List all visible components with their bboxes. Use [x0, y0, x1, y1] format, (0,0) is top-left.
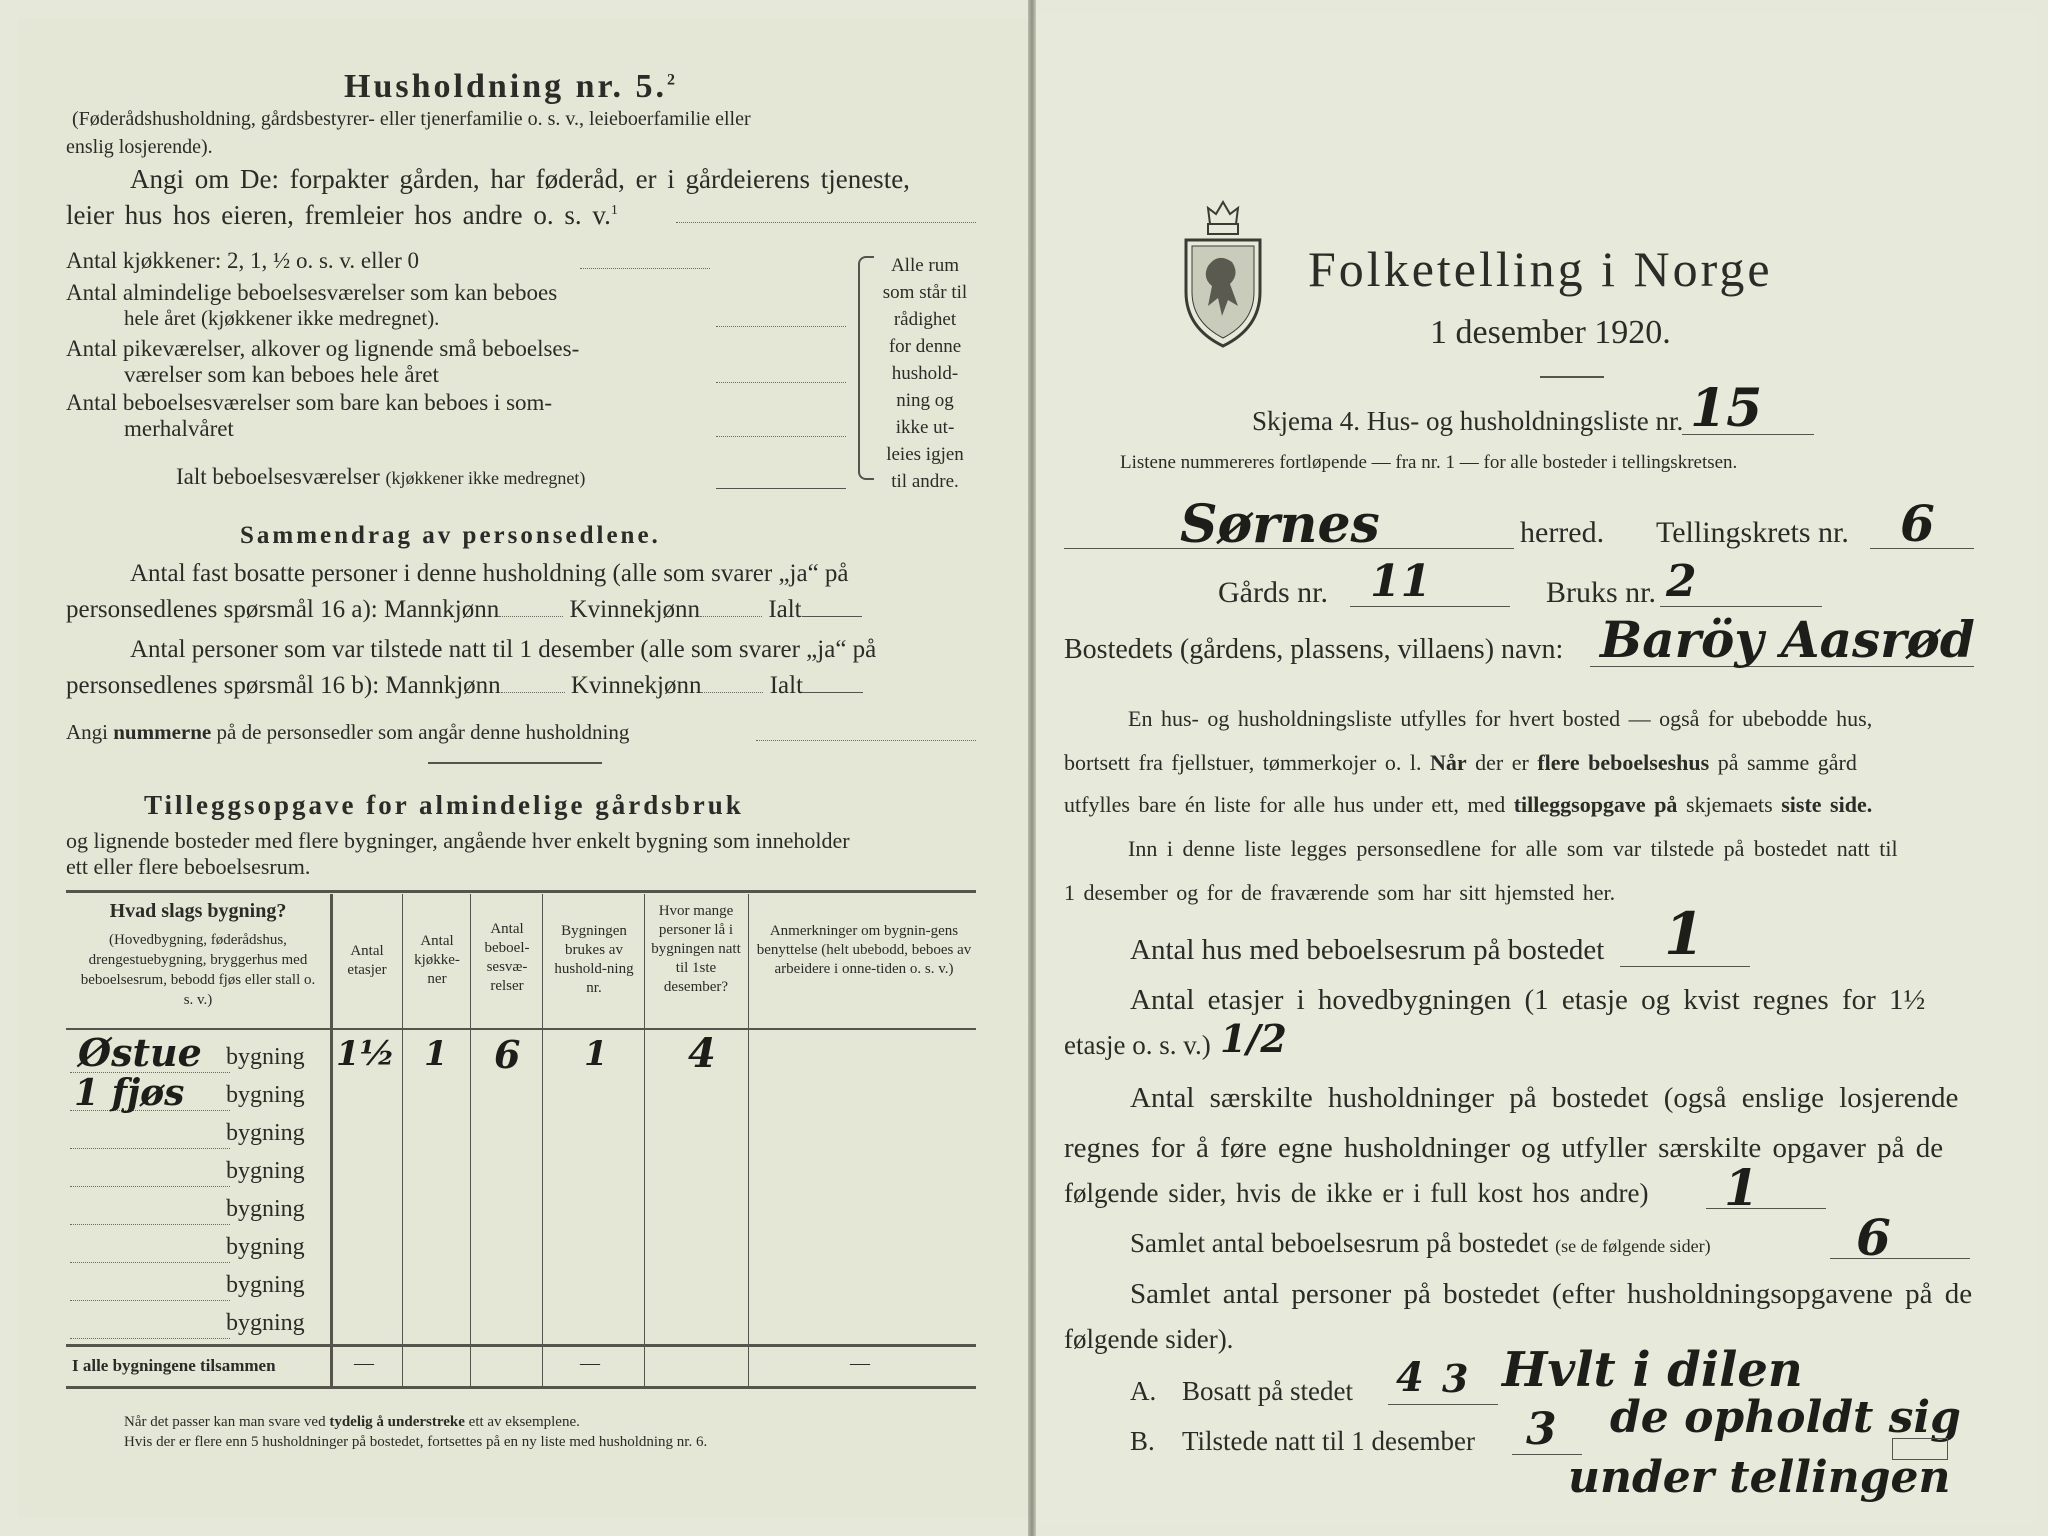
rooms-kitchens-line [580, 268, 710, 269]
info-3: utfylles bare én liste for alle hus under ett, med tilleggsopgave på skjemaets siste side. [1064, 792, 1873, 817]
table-col-sep [748, 894, 749, 1388]
row-rule [70, 1262, 230, 1263]
resident-letter: A. [1130, 1376, 1157, 1406]
row-1-household: 1 [584, 1034, 608, 1074]
table-col-sep [470, 894, 471, 1388]
rooms-maids-1: Antal pikeværelser, alkover og lignende små beboelses- [66, 336, 580, 361]
resident-value-2: 3 [1442, 1356, 1469, 1401]
floors-value: 1/2 [1220, 1016, 1287, 1061]
form-title: Folketelling i Norge [1308, 241, 1773, 297]
coat-of-arms-icon [1178, 196, 1268, 352]
present-value: 3 [1526, 1404, 1557, 1455]
present-label: Tilstede natt til 1 desember [1182, 1426, 1475, 1456]
bruks-label: Bruks nr. [1546, 576, 1657, 609]
summary-present-1: Antal personer som var tilstede natt til 1 desember (alle som svarer „ja“ på [130, 636, 877, 663]
left-page [18, 18, 1030, 1518]
th-building-type: Hvad slags bygning? [109, 900, 287, 922]
page-fold [1028, 0, 1036, 1536]
total-rooms-value: 6 [1856, 1208, 1891, 1267]
household-intro-1: (Føderådshusholdning, gårdsbestyrer- eller tjenerfamilie o. s. v., leieboerfamilie eller [72, 108, 751, 130]
rooms-ordinary-1: Antal almindelige beboelsesværelser som kan beboes [66, 280, 558, 305]
footnote-2: Hvis der er flere enn 5 husholdninger på bostedet, fortsettes på en ny liste med husholdning nr. 6. [124, 1434, 708, 1450]
summary-heading: Sammendrag av personsedlene. [240, 522, 661, 549]
angi-line-2: leier hus hos eieren, fremleier hos andre o. s. v.$^1$ [66, 200, 618, 230]
info-5: 1 desember og for de fraværende som har sitt hjemsted her. [1064, 880, 1616, 905]
table-row [226, 1158, 305, 1185]
th-rooms: Antal beboel-sesvæ-relser [484, 921, 530, 994]
row-1-building-name: Østue [78, 1030, 202, 1075]
table-row [226, 1196, 305, 1223]
row-label: bygning [226, 1044, 305, 1070]
note-line-3: under tellingen [1568, 1452, 1951, 1503]
total-household-dash: — [580, 1352, 600, 1374]
bosted-label: Bostedets (gårdens, plassens, villaens) navn: [1064, 634, 1564, 665]
title-rule [1540, 376, 1604, 378]
summary-present-2: personsedlenes spørsmål 16 b): Mannkjønn Kvinnekjønn Ialt [66, 672, 863, 700]
table-row [226, 1234, 305, 1261]
angi-line-1: Angi om De: forpakter gården, har føderåd, er i gårdeierens tjeneste, [130, 164, 910, 194]
table-sum-rule-top [66, 1344, 976, 1347]
table-bottom-rule [66, 1386, 976, 1389]
gards-label: Gårds nr. [1218, 576, 1328, 609]
row-rule [70, 1186, 230, 1187]
th-persons: Hvor mange personer lå i bygningen natt til 1ste desember? [651, 903, 741, 995]
table-row [226, 1082, 305, 1109]
side-note: Alle rum som står til rådighet for denne hushold- ning og ikke ut- leies igjen til andre. [882, 255, 968, 492]
table-total-label: I alle bygningene tilsammen [72, 1356, 276, 1375]
present-letter: B. [1130, 1426, 1155, 1456]
table-row [226, 1120, 305, 1147]
row-1-persons: 4 [688, 1030, 716, 1077]
rooms-summer-1: Antal beboelsesværelser som bare kan beboes i som- [66, 390, 553, 415]
total-floors-dash: — [354, 1352, 374, 1374]
row-label: bygning [226, 1234, 305, 1260]
row-label: bygning [226, 1082, 305, 1108]
row-rule [70, 1224, 230, 1225]
th-kitchens: Antal kjøkke-ner [414, 933, 460, 987]
summary-numbers: Angi nummerne på de personsedler som angår denne husholdning [66, 720, 630, 744]
info-1: En hus- og husholdningsliste utfylles for hvert bosted — også for ubebodde hus, [1128, 706, 1873, 731]
row-label: bygning [226, 1272, 305, 1298]
row-1-rooms: 6 [494, 1032, 521, 1077]
row-1-kitchens: 1 [424, 1034, 448, 1074]
table-col-sep [330, 894, 333, 1388]
info-4: Inn i denne liste legges personsedlene for alle som var tilstede på bostedet natt til [1128, 836, 1898, 861]
table-col-sep [644, 894, 645, 1388]
tellingskrets-label: Tellingskrets nr. [1656, 516, 1849, 549]
rooms-maids-line [716, 382, 846, 383]
resident-label: Bosatt på stedet [1182, 1376, 1353, 1406]
row-1-floors: 1½ [336, 1034, 396, 1074]
supplement-text-1: og lignende bosteder med flere bygninger, angående hver enkelt bygning som inneholder [66, 828, 850, 853]
summary-fast-2: personsedlenes spørsmål 16 a): Mannkjønn Kvinnekjønn Ialt [66, 596, 862, 624]
row-label: bygning [226, 1196, 305, 1222]
rooms-ordinary-line [716, 326, 846, 327]
row-2-building-name: 1 fjøs [74, 1072, 185, 1114]
table-col-sep [542, 894, 543, 1388]
total-rooms-line [1830, 1258, 1970, 1259]
summary-fast-1: Antal fast bosatte personer i denne husholdning (alle som svarer „ja“ på [130, 560, 849, 587]
angi-answer-line [676, 222, 976, 223]
footnote-1: Når det passer kan man svare ved tydelig å understreke ett av eksemplene. [124, 1414, 580, 1430]
table-header-rule [66, 1028, 976, 1030]
herred-label: herred. [1520, 516, 1605, 549]
supplement-text-2: ett eller flere beboelsesrum. [66, 854, 311, 879]
table-col-sep [402, 894, 403, 1388]
schema-label: Skjema 4. Hus- og husholdningsliste nr. [1252, 406, 1684, 436]
table-top-rule [66, 890, 976, 893]
row-label: bygning [226, 1310, 305, 1336]
row-label: bygning [226, 1120, 305, 1146]
rooms-total-line [716, 488, 846, 489]
herred-value: Sørnes [1180, 494, 1380, 555]
table-row [226, 1272, 305, 1299]
th-household: Bygningen brukes av hushold-ning nr. [554, 923, 634, 996]
note-line-2: de opholdt sig [1610, 1392, 1961, 1443]
household-title: Husholdning nr. 5.$^2$ [344, 68, 678, 105]
rooms-summer-2: merhalvåret [124, 416, 234, 441]
total-persons-label-1: Samlet antal personer på bostedet (efter husholdningsopgavene på de [1130, 1278, 1973, 1310]
printer-stamp [1892, 1438, 1948, 1460]
info-2: bortsett fra fjellstuer, tømmerkojer o. l. Når der er flere beboelseshus på samme gård [1064, 750, 1857, 775]
resident-line [1388, 1404, 1498, 1405]
houses-label: Antal hus med beboelsesrum på bostedet [1130, 934, 1605, 966]
row-rule [70, 1338, 230, 1339]
total-remarks-dash: — [850, 1352, 870, 1374]
schema-number: 15 [1690, 378, 1763, 439]
row-label: bygning [226, 1158, 305, 1184]
households-label-3: følgende sider, hvis de ikke er i full kost hos andre) [1064, 1178, 1649, 1208]
th-remarks: Anmerkninger om bygnin-gens benyttelse (helt ubebodd, beboes av arbeidere i onne-tiden o. s. v.) [756, 923, 972, 977]
rooms-summer-line [716, 436, 846, 437]
census-date: 1 desember 1920. [1430, 314, 1671, 351]
floors-label-1: Antal etasjer i hovedbygningen (1 etasje og kvist regnes for 1½ [1130, 984, 1926, 1016]
total-persons-label-2: følgende sider). [1064, 1324, 1234, 1354]
note-line-1: Hvlt i dilen [1502, 1342, 1803, 1398]
th-building-type-note: (Hovedbygning, føderådshus, drengestuebygning, bryggerhus med beboelsesrum, bebodd fjøs eller stall o. s. v.) [80, 932, 316, 1008]
rooms-kitchens: Antal kjøkkener: 2, 1, ½ o. s. v. eller 0 [66, 248, 420, 273]
rooms-total: Ialt beboelsesværelser (kjøkkener ikke medregnet) [176, 464, 586, 489]
households-label-2: regnes for å føre egne husholdninger og utfyller særskilte opgaver på de [1064, 1132, 1944, 1164]
rooms-ordinary-2: hele året (kjøkkener ikke medregnet). [124, 306, 440, 330]
gards-value: 11 [1370, 556, 1432, 607]
row-rule [70, 1148, 230, 1149]
total-rooms-label: Samlet antal beboelsesrum på bostedet (se de følgende sider) [1130, 1228, 1711, 1258]
numbering-note: Listene nummereres fortløpende — fra nr. 1 — for alle bosteder i tellingskretsen. [1120, 452, 1738, 473]
summary-numbers-line [756, 740, 976, 741]
floors-label-2: etasje o. s. v.) [1064, 1030, 1211, 1060]
households-value: 1 [1724, 1158, 1759, 1217]
rooms-maids-2: værelser som kan beboes hele året [124, 362, 439, 387]
supplement-heading: Tilleggsopgave for almindelige gårdsbruk [144, 790, 744, 820]
houses-value: 1 [1664, 900, 1705, 968]
household-intro-2: enslig losjerende). [66, 136, 213, 158]
row-rule [70, 1300, 230, 1301]
table-row [226, 1310, 305, 1337]
table-row [226, 1044, 305, 1071]
th-floors: Antal etasjer [347, 943, 387, 978]
bosted-value: Baröy Aasrød [1600, 610, 1975, 669]
section-divider [428, 762, 602, 764]
tellingskrets-value: 6 [1900, 494, 1935, 553]
resident-value: 4 [1396, 1354, 1424, 1401]
bruks-value: 2 [1666, 556, 1697, 607]
households-label-1: Antal særskilte husholdninger på bostedet (også enslige losjerende [1130, 1082, 1959, 1114]
